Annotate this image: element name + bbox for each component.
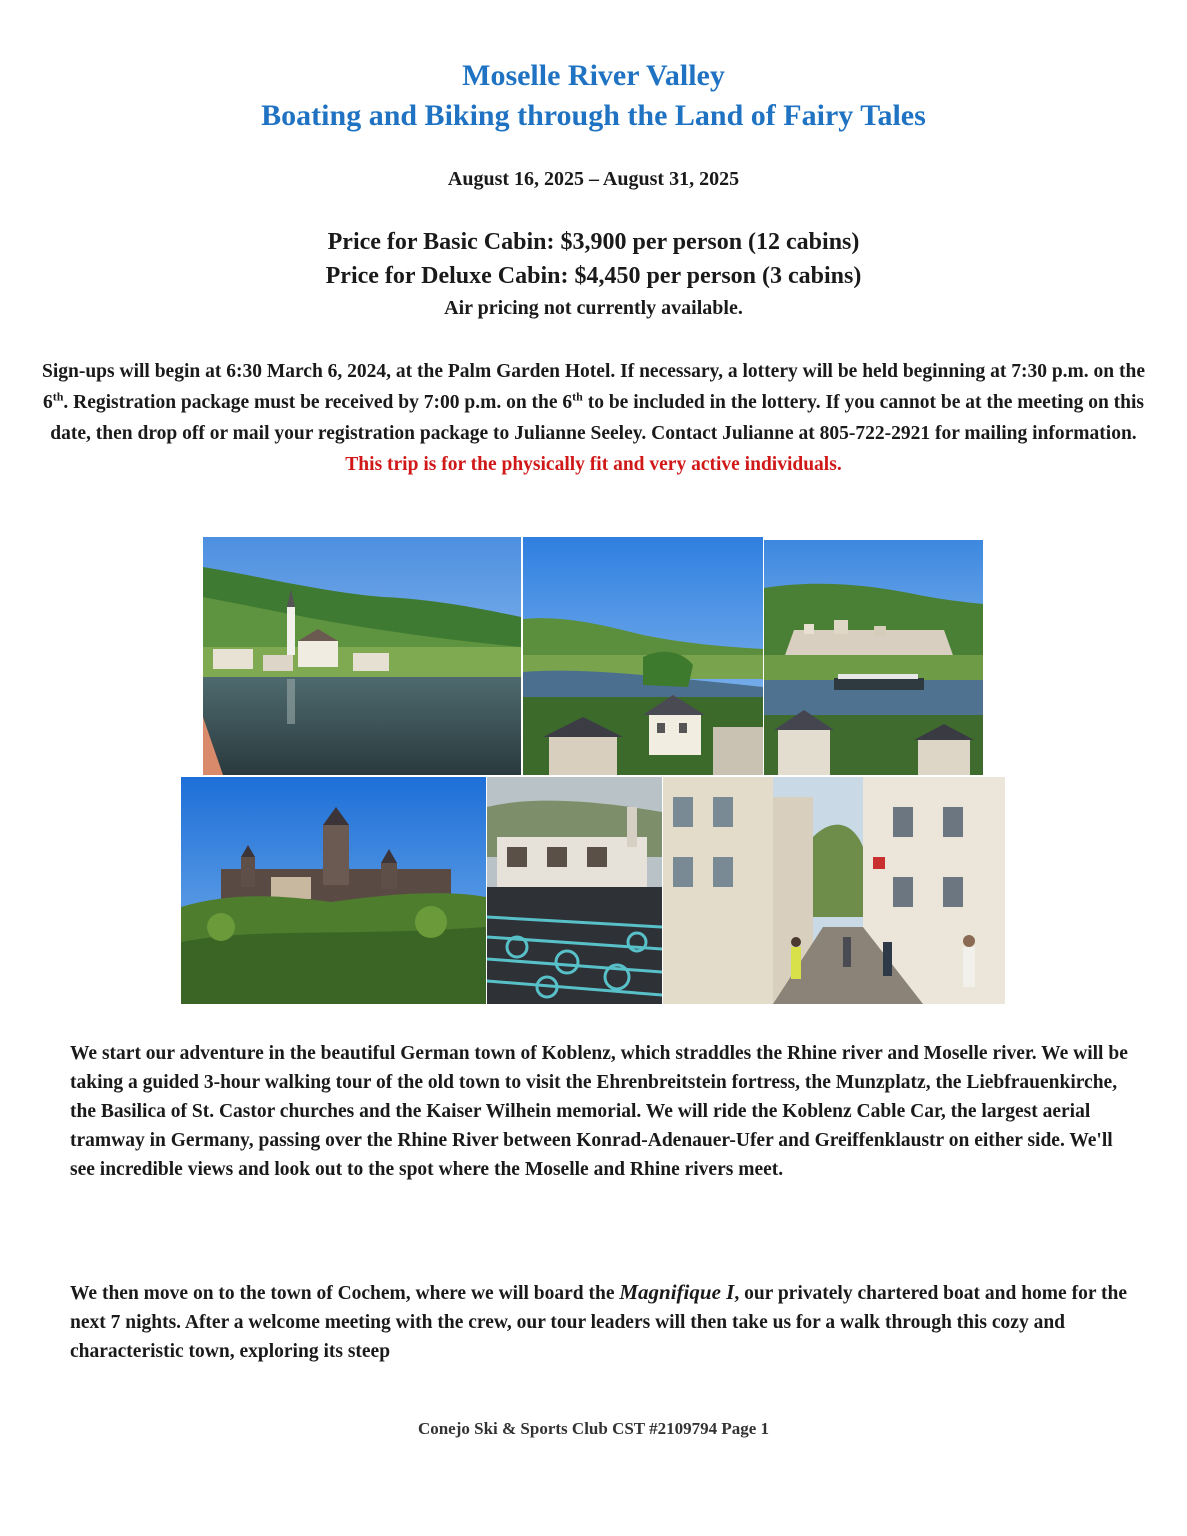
boat-name: Magnifique I [619,1280,735,1304]
signup-text-3: to be included in the lottery. If you cannot be at the meeting on this date, then drop off or mail your registration package to Julianne Seeley. Contact Julianne at 805-722-2921 for mailing information. [50,392,1145,444]
price-deluxe: Price for Deluxe Cabin: $4,450 per person (3 cabins) [325,263,862,289]
photo-castle [181,777,486,1004]
superscript: th [52,389,64,404]
fitness-warning: This trip is for the physically fit and very active individuals. [345,454,842,475]
title-line-1: Moselle River Valley [462,59,725,92]
signup-text-1: Sign-ups will begin at 6:30 March 6, 2024, at the Palm Garden Hotel. If necessary, a lottery will be held beginning at 7:30 p.m. on the 6 [41,361,1145,413]
paragraph-cochem [70,1278,1130,1366]
paragraph-koblenz: We start our adventure in the beautiful German town of Koblenz, which straddles the Rhine river and Moselle river. We will be taking a guided 3-hour walking tour of the old town to visit the Ehrenbreitstein fortress, the Munzplatz, the Liebfrauenkirche, the Basilica of St. Castor churches and the Kaiser Wilhein memorial. We will ride the Koblenz Cable Car, the largest aerial tramway in Germany, passing over the Rhine River between Konrad-Adenauer-Ufer and Greiffenklaustr on either side. We'll see incredible views and look out to the spot where the Moselle and Rhine rivers meet. [70,1043,1128,1180]
title-line-2: Boating and Biking through the Land of Fairy Tales [261,99,926,132]
page-footer: Conejo Ski & Sports Club CST #2109794 Page 1 [417,1419,770,1438]
photo-bikes [487,777,662,1004]
cochem-text-end: , our privately chartered boat and home for the next 7 nights. After a welcome meeting with the crew, our tour leaders will then take us for a walk through this cozy and characteristic town, exploring its steep [70,1283,1127,1362]
photo-valley-houses [523,537,763,775]
superscript: th [572,389,583,404]
signup-text-2: . Registration package must be received by 7:00 p.m. on the 6 [63,392,573,413]
signup-paragraph [40,356,1147,480]
cochem-text-start: We then move on to the town of Cochem, where we will board the [70,1283,620,1304]
photo-river-church [203,537,521,775]
air-note: Air pricing not currently available. [444,297,743,319]
photo-street [663,777,1005,1004]
trip-dates: August 16, 2025 – August 31, 2025 [447,168,740,190]
price-basic: Price for Basic Cabin: $3,900 per person (12 cabins) [327,229,860,255]
photo-village-boat [764,540,983,775]
